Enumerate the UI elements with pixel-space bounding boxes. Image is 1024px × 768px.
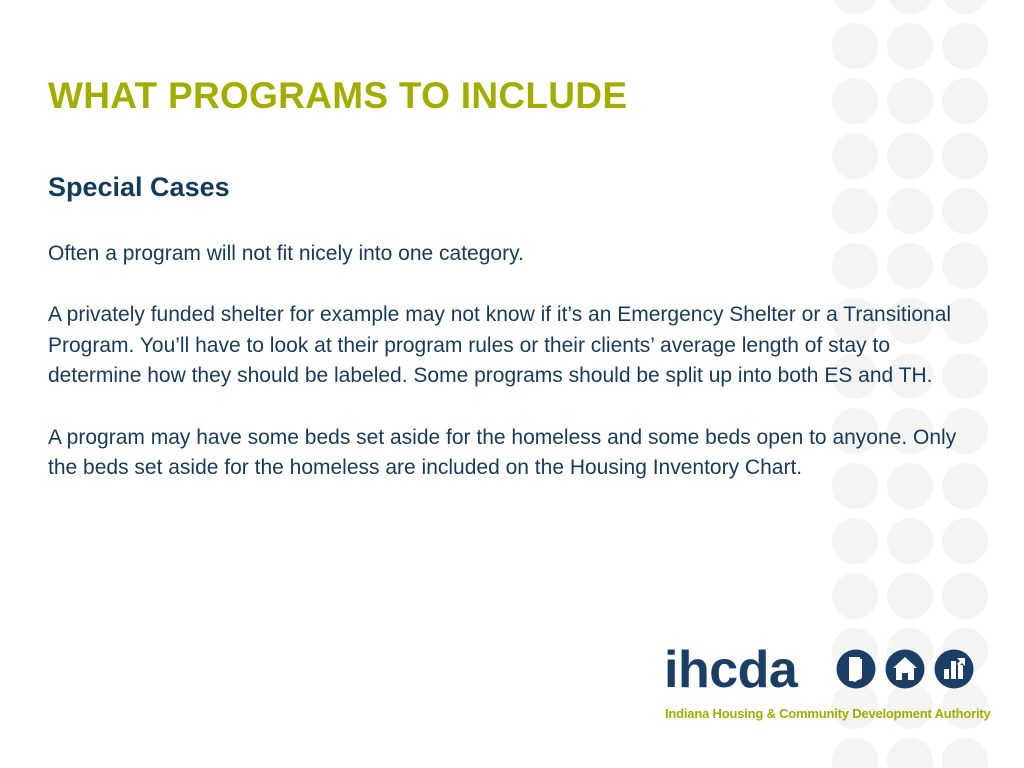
logo-wordmark: ihcda [664, 641, 798, 699]
decorative-dot [887, 23, 933, 69]
decorative-dot [942, 573, 988, 619]
decorative-dot [832, 0, 878, 14]
chart-icon [934, 649, 974, 689]
decorative-dot [942, 133, 988, 179]
slide-body [48, 239, 978, 514]
decorative-dot [832, 738, 878, 768]
logo-tagline: Indiana Housing & Community Development Authority [665, 706, 991, 721]
decorative-dot [887, 133, 933, 179]
decorative-dot [832, 518, 878, 564]
slide-subtitle: Special Cases [48, 172, 230, 202]
decorative-dot [942, 518, 988, 564]
ihcda-logo [664, 641, 991, 726]
decorative-dot [887, 518, 933, 564]
body-paragraph: Often a program will not fit nicely into one category. [48, 242, 524, 265]
decorative-dot [887, 188, 933, 234]
body-paragraph: A program may have some beds set aside for the homeless and some beds open to anyone. Only the beds set aside for the homeless are included on the Housing Inventory Chart. [48, 425, 957, 480]
decorative-dot [942, 78, 988, 124]
decorative-dot [942, 23, 988, 69]
decorative-dot [832, 133, 878, 179]
decorative-dot [887, 738, 933, 768]
decorative-dot [887, 78, 933, 124]
decorative-dot [942, 0, 988, 14]
decorative-dot [832, 573, 878, 619]
decorative-dot [887, 0, 933, 14]
house-icon [885, 649, 925, 689]
decorative-dot [942, 188, 988, 234]
decorative-dot [832, 188, 878, 234]
decorative-dot [832, 23, 878, 69]
decorative-dot [832, 78, 878, 124]
decorative-dot [887, 573, 933, 619]
slide-title: WHAT PROGRAMS TO INCLUDE [48, 75, 628, 116]
decorative-dot [942, 738, 988, 768]
indiana-state-icon [836, 649, 876, 689]
body-paragraph: A privately funded shelter for example may not know if it’s an Emergency Shelter or a Transitional Program. You’ll have to look at their program rules or their clients’ average length of stay to determine how they should be labeled. Some programs should be split up into both ES and TH. [48, 303, 952, 388]
